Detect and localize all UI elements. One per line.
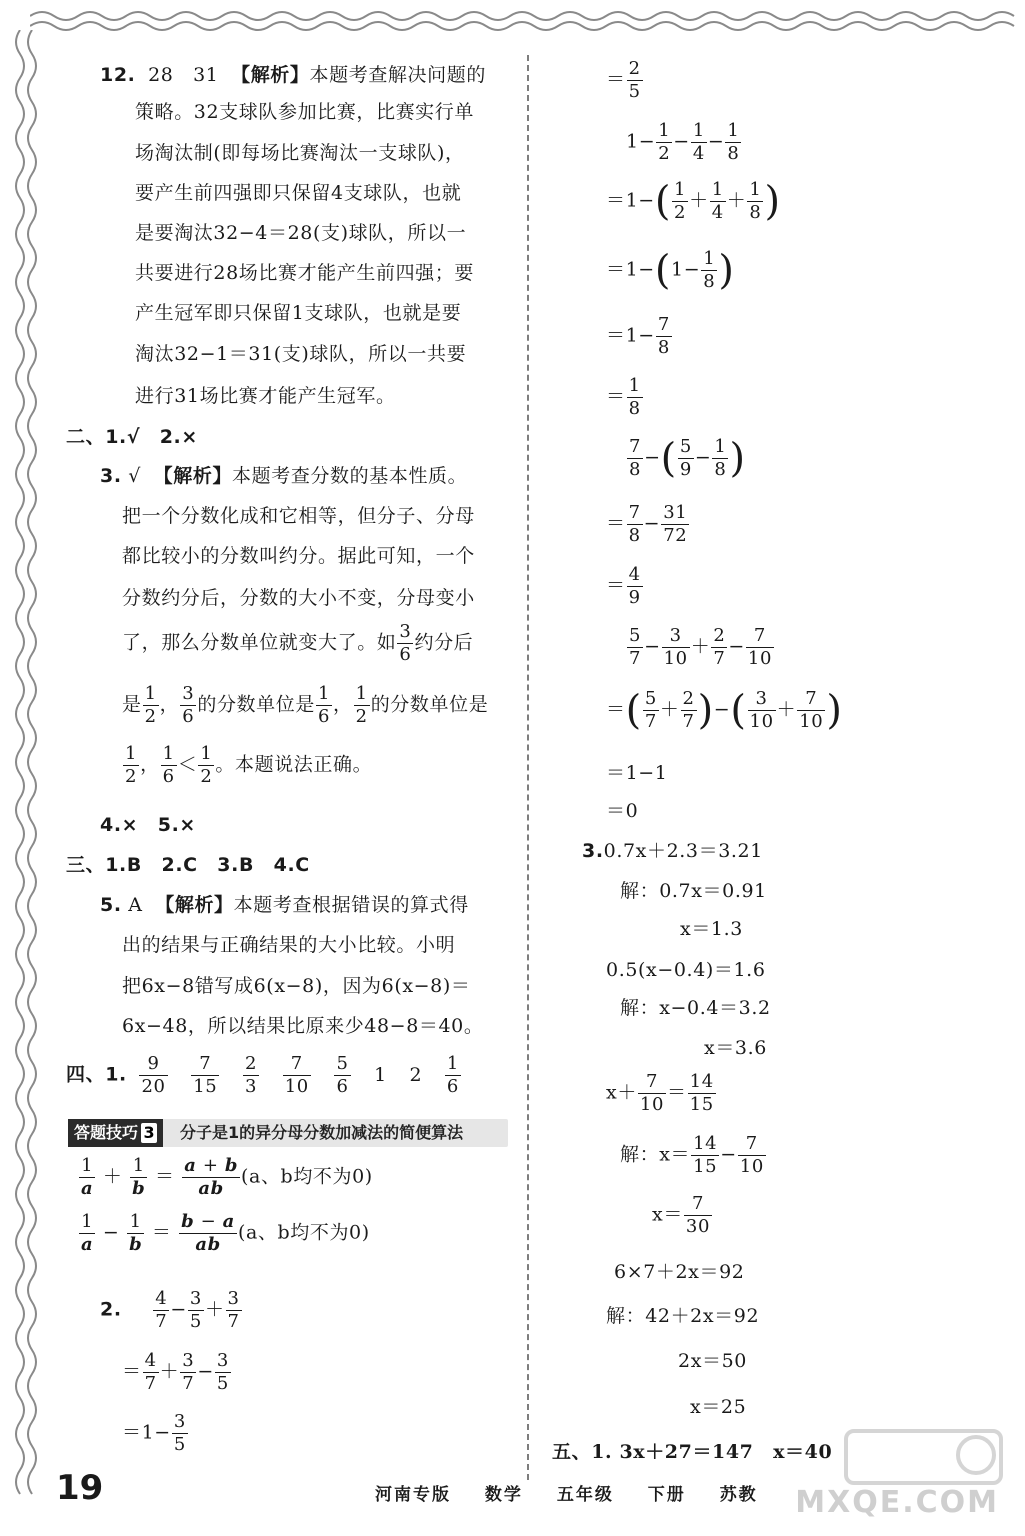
- fraction-1-8: $\frac{1}{8}$: [727, 120, 740, 164]
- text-run: ，: [333, 693, 353, 716]
- section-2-row-1: 二、1.√ 2.×: [66, 426, 198, 448]
- q12-line: 要产生前四强即只保留4支球队，也就: [135, 182, 462, 204]
- q5-line: 本题考查根据错误的算式得: [233, 894, 469, 916]
- fraction-3-10: $\frac{3}{10}$: [663, 625, 688, 669]
- equation-line: 解：x＝ $\frac{14}{15}$ − $\frac{7}{10}$: [620, 1133, 764, 1177]
- text-run: ，: [140, 753, 160, 776]
- fraction-1-a: $\frac{1}{a}$: [81, 1211, 94, 1255]
- calc-step: ＝ $\frac{4}{9}$: [606, 564, 641, 608]
- fraction-4-9: $\frac{4}{9}$: [628, 564, 641, 608]
- footer-info: [375, 1480, 784, 1505]
- q5-first-line: [100, 890, 469, 917]
- text-run: x＝: [652, 1203, 683, 1226]
- formula-note: (a、b均不为0): [241, 1165, 373, 1188]
- q12-answer: 28 31: [148, 64, 219, 86]
- q3-line: [122, 745, 372, 786]
- formula-sum: $\frac{1}{a}$ ＋ $\frac{1}{b}$ ＝ $\frac{a + b}{ab}$ (a、b均不为0): [81, 1155, 373, 1199]
- fraction-1-2: $\frac{1}{2}$: [658, 120, 671, 164]
- calc-expression: $\frac{7}{8}$ −( $\frac{5}{9}$ − $\frac{1}{8}$ ): [629, 435, 746, 482]
- q12-line: 场淘汰制(即每场比赛淘汰一支球队)，: [135, 142, 465, 164]
- fraction-31-72: $\frac{31}{72}$: [663, 502, 688, 546]
- q3-line: 本题考查分数的基本性质。: [232, 465, 468, 487]
- q3-line: 都比较小的分数叫约分。据此可知，一个: [122, 545, 475, 567]
- answer-value: 2: [409, 1063, 423, 1086]
- q5-tag: 【解析】: [155, 894, 234, 916]
- calc-step: ＝1− $\frac{7}{8}$: [606, 314, 670, 358]
- text-run: ，: [159, 693, 180, 716]
- section-4-row-1: [66, 1055, 462, 1096]
- section-5-row-1: 五、1. 3x＋27＝147 x＝40: [552, 1441, 833, 1463]
- fraction-7-15: $\frac{7}{15}$: [193, 1053, 218, 1097]
- fraction-1-4: $\frac{1}{4}$: [692, 120, 705, 164]
- q3-line: 分数约分后，分数的大小不变，分母变小: [122, 587, 475, 609]
- fraction-1-b: $\frac{1}{b}$: [129, 1211, 143, 1255]
- q2-step: ＝1− $\frac{3}{5}$: [122, 1411, 186, 1455]
- fraction-7-10: $\frac{7}{10}$: [639, 1071, 665, 1115]
- fraction-7-10: $\frac{7}{10}$: [747, 625, 773, 669]
- text-run: 解：x＝: [620, 1143, 691, 1166]
- q2-label: 2.: [100, 1298, 122, 1321]
- fraction-3-7: $\frac{3}{7}$: [227, 1288, 240, 1332]
- fraction-3-5: $\frac{3}{5}$: [216, 1350, 229, 1394]
- fraction-5-7: $\frac{5}{7}$: [629, 625, 642, 669]
- text-run: 。本题说法正确。: [215, 753, 373, 776]
- equation-line: 解：0.7x＝0.91: [620, 880, 767, 902]
- fraction-1-2: $\frac{1}{2}$: [144, 683, 157, 727]
- footer-edition: 河南专版: [375, 1485, 451, 1505]
- q12-line: 共要进行28场比赛才能产生前四强；要: [135, 262, 474, 284]
- fraction-1-a: $\frac{1}{a}$: [81, 1155, 94, 1199]
- fraction-7-10: $\frac{7}{10}$: [799, 688, 824, 732]
- fraction-7-8: $\frac{7}{8}$: [657, 314, 670, 358]
- equation-line: x＝25: [690, 1396, 747, 1418]
- text-run: 的分数单位是: [370, 693, 489, 716]
- q12-first-line: [100, 60, 486, 87]
- fraction-2-3: $\frac{2}{3}$: [244, 1053, 258, 1097]
- fraction-3-6: $\frac{3}{6}$: [182, 683, 195, 727]
- equation-line: 6×7＋2x＝92: [614, 1261, 745, 1283]
- formula-note: (a、b均不为0): [237, 1221, 370, 1244]
- q12-tag: 【解析】: [231, 64, 310, 86]
- section-2-row-2: 4.× 5.×: [100, 814, 196, 836]
- fraction-14-15: $\frac{14}{15}$: [693, 1133, 718, 1177]
- fraction-5-7: $\frac{5}{7}$: [644, 688, 657, 732]
- q3-equation: [582, 836, 763, 863]
- q3-answer: √: [128, 465, 141, 487]
- equation-line: x＝1.3: [680, 918, 743, 940]
- tip-badge: [68, 1119, 163, 1147]
- fraction-7-30: $\frac{7}{30}$: [685, 1193, 711, 1237]
- tip-badge-label: 答题技巧: [74, 1123, 139, 1142]
- fraction-7-8: $\frac{7}{8}$: [628, 502, 641, 546]
- fraction-a-plus-b-over-ab: $\frac{a + b}{ab}$: [184, 1155, 239, 1199]
- column-divider: [527, 55, 529, 1480]
- fraction-1-b: $\frac{1}{b}$: [132, 1155, 146, 1199]
- q2-expression: 2. $\frac{4}{7}$ − $\frac{3}{5}$ ＋ $\frac{3}{7}$: [100, 1288, 240, 1332]
- q2-step: ＝ $\frac{4}{7}$ ＋ $\frac{3}{7}$ − $\frac{3}{5}$: [122, 1350, 229, 1394]
- q3-right-label: 3.: [582, 840, 604, 862]
- calc-step: ＝ $\frac{1}{8}$: [606, 375, 641, 419]
- fraction-2-7: $\frac{2}{7}$: [713, 625, 726, 669]
- fraction-1-6: $\frac{1}{6}$: [317, 683, 331, 727]
- fraction-1-2: $\frac{1}{2}$: [125, 743, 138, 787]
- tip-number: 3: [141, 1123, 157, 1143]
- fraction-7-8: $\frac{7}{8}$: [629, 436, 642, 480]
- text-run: 了，那么分数单位就变大了。如: [122, 631, 397, 654]
- q12-label: 12.: [100, 64, 136, 86]
- wavy-border-left: [6, 30, 46, 1510]
- equation-line: x＋ $\frac{7}{10}$ ＝ $\frac{14}{15}$: [606, 1071, 714, 1115]
- fraction-3-5: $\frac{3}{5}$: [189, 1288, 202, 1332]
- calc-step: ＝ $\frac{7}{8}$ − $\frac{31}{72}$: [606, 502, 688, 546]
- equation-line: 0.7x＋2.3＝3.21: [603, 840, 763, 862]
- calc-step: ＝ $\frac{2}{5}$: [606, 58, 641, 102]
- q12-line: 是要淘汰32−4＝28(支)球队，所以一: [135, 222, 467, 244]
- q3-first-line: [100, 461, 467, 488]
- fraction-1-8: $\frac{1}{8}$: [628, 375, 641, 419]
- wavy-border-top: [30, 6, 1020, 36]
- fraction-1-4: $\frac{1}{4}$: [711, 179, 724, 223]
- q12-line: 本题考查解决问题的: [309, 64, 486, 86]
- tip-title: 分子是1的异分母分数加减法的简便算法: [180, 1123, 464, 1142]
- fraction-7-10: $\frac{7}{10}$: [739, 1133, 764, 1177]
- section-4-label: 四、1.: [66, 1063, 127, 1086]
- q12-line: 产生冠军即只保留1支球队，也就是要: [135, 302, 462, 324]
- text-run: 的分数单位是: [197, 693, 315, 716]
- text-run: 约分后: [414, 631, 474, 654]
- q5-line: 把6x−8错写成6(x−8)，因为6(x−8)＝: [122, 975, 471, 997]
- page-number: 19: [56, 1468, 104, 1508]
- answer-value: 1: [374, 1063, 387, 1086]
- equation-line: 解：x−0.4＝3.2: [620, 997, 771, 1019]
- equation-line: 0.5(x−0.4)＝1.6: [606, 959, 766, 981]
- fraction-1-2: $\frac{1}{2}$: [200, 743, 213, 787]
- fraction-3-5: $\frac{3}{5}$: [173, 1411, 186, 1455]
- footer-publisher: 苏教: [719, 1485, 758, 1505]
- fraction-5-9: $\frac{5}{9}$: [679, 436, 692, 480]
- q5-label: 5.: [100, 894, 122, 916]
- calc-step: ＝1−( $\frac{1}{2}$ ＋ $\frac{1}{4}$ ＋ $\frac{1}{8}$ ): [606, 178, 781, 225]
- fraction-1-2: $\frac{1}{2}$: [674, 179, 687, 223]
- text-run: 是: [122, 693, 142, 716]
- fraction-1-8: $\frac{1}{8}$: [714, 436, 727, 480]
- equation-line: 2x＝50: [678, 1350, 747, 1372]
- footer-subject: 数学: [484, 1485, 523, 1505]
- equation-line: 解：42＋2x＝92: [606, 1305, 760, 1327]
- fraction-7-10: $\frac{7}{10}$: [284, 1053, 309, 1097]
- fraction-1-2: $\frac{1}{2}$: [355, 683, 368, 727]
- fraction-5-6: $\frac{5}{6}$: [336, 1053, 349, 1097]
- calc-step: ＝0: [606, 800, 639, 822]
- fraction-1-6: $\frac{1}{6}$: [446, 1053, 459, 1097]
- q5-answer: A: [128, 894, 143, 916]
- calc-step: ＝( $\frac{5}{7}$ ＋ $\frac{2}{7}$ )−( $\frac{3}{10}$ ＋ $\frac{7}{10}$ ): [606, 687, 843, 734]
- q12-line: 进行31场比赛才能产生冠军。: [135, 385, 396, 407]
- q3-tag: 【解析】: [153, 465, 233, 487]
- footer-grade: 五年级: [556, 1485, 614, 1505]
- q3-line: [122, 685, 488, 726]
- fraction-4-7: $\frac{4}{7}$: [144, 1350, 157, 1394]
- footer-volume: 下册: [647, 1485, 686, 1505]
- fraction-14-15: $\frac{14}{15}$: [689, 1071, 714, 1115]
- fraction-1-8: $\frac{1}{8}$: [703, 248, 716, 292]
- q5-line: 6x−48，所以结果比原来少48−8＝40。: [122, 1015, 484, 1037]
- tip-banner: [68, 1119, 508, 1147]
- fraction-9-20: $\frac{9}{20}$: [141, 1053, 166, 1097]
- equation-line: x＝3.6: [704, 1037, 767, 1059]
- calc-expression: $\frac{5}{7}$ − $\frac{3}{10}$ ＋ $\frac{2}{7}$ − $\frac{7}{10}$: [629, 625, 773, 669]
- q3-line: 把一个分数化成和它相等，但分子、分母: [122, 505, 475, 527]
- fraction-b-minus-a-over-ab: $\frac{b - a}{ab}$: [181, 1211, 235, 1255]
- watermark-text: MXQE.COM: [795, 1485, 999, 1520]
- fraction-4-7: $\frac{4}{7}$: [155, 1288, 168, 1332]
- equation-line: [652, 1195, 713, 1236]
- fraction-2-7: $\frac{2}{7}$: [682, 688, 695, 732]
- text-run: ＜: [177, 753, 198, 776]
- q3-label: 3.: [100, 465, 122, 487]
- fraction-3-7: $\frac{3}{7}$: [182, 1350, 195, 1394]
- fraction-1-6: $\frac{1}{6}$: [162, 743, 175, 787]
- calc-expression: 1− $\frac{1}{2}$ − $\frac{1}{4}$ − $\frac{1}{8}$: [626, 120, 740, 164]
- fraction-1-8: $\frac{1}{8}$: [749, 179, 762, 223]
- q12-line: 淘汰32−1＝31(支)球队，所以一共要: [135, 343, 467, 365]
- q3-line: [122, 623, 473, 664]
- fraction-2-5: $\frac{2}{5}$: [628, 58, 641, 102]
- fraction-3-10: $\frac{3}{10}$: [749, 688, 774, 732]
- section-3-row-1: 三、1.B 2.C 3.B 4.C: [66, 854, 310, 876]
- calc-step: ＝1−1: [606, 762, 668, 784]
- fraction-3-6: $\frac{3}{6}$: [399, 621, 412, 665]
- q12-line: 策略。32支球队参加比赛，比赛实行单: [135, 101, 474, 123]
- q5-line: 出的结果与正确结果的大小比较。小明: [122, 934, 456, 956]
- formula-difference: $\frac{1}{a}$ − $\frac{1}{b}$ ＝ $\frac{b - a}{ab}$ (a、b均不为0): [81, 1211, 370, 1255]
- calc-step: ＝1−(1− $\frac{1}{8}$ ): [606, 247, 735, 294]
